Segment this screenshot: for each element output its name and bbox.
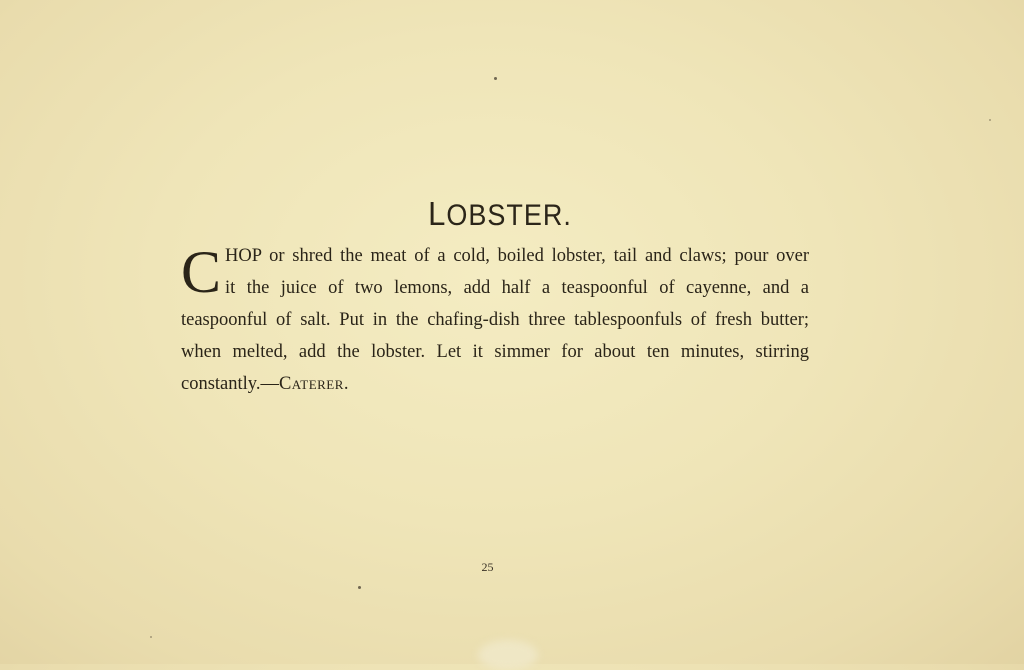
attribution: Caterer.	[278, 374, 350, 394]
paper-speck	[989, 119, 991, 121]
paper-stain	[478, 640, 538, 670]
title-rest: OBSTER.	[446, 198, 572, 232]
recipe-text: or shred the meat of a cold, boiled lobster, tail and claws; pour over it the juice of two lemons, add half a teaspoonful of cayenne, and a teaspoonful of salt. Put in the chafing-dish three tablespoonfuls of fresh butter; when melted, add the lobster. Let it simmer for about ten minutes, stirring constantly.—	[181, 246, 809, 394]
title-initial: L	[428, 194, 447, 233]
drop-cap: C	[181, 239, 222, 305]
recipe-title	[0, 195, 1000, 234]
paper-speck	[494, 77, 497, 80]
paper-speck	[358, 586, 361, 589]
paper-speck	[150, 636, 152, 638]
recipe-body	[181, 240, 809, 400]
lead-in: HOP	[225, 246, 262, 266]
page-number: 25	[481, 560, 494, 574]
